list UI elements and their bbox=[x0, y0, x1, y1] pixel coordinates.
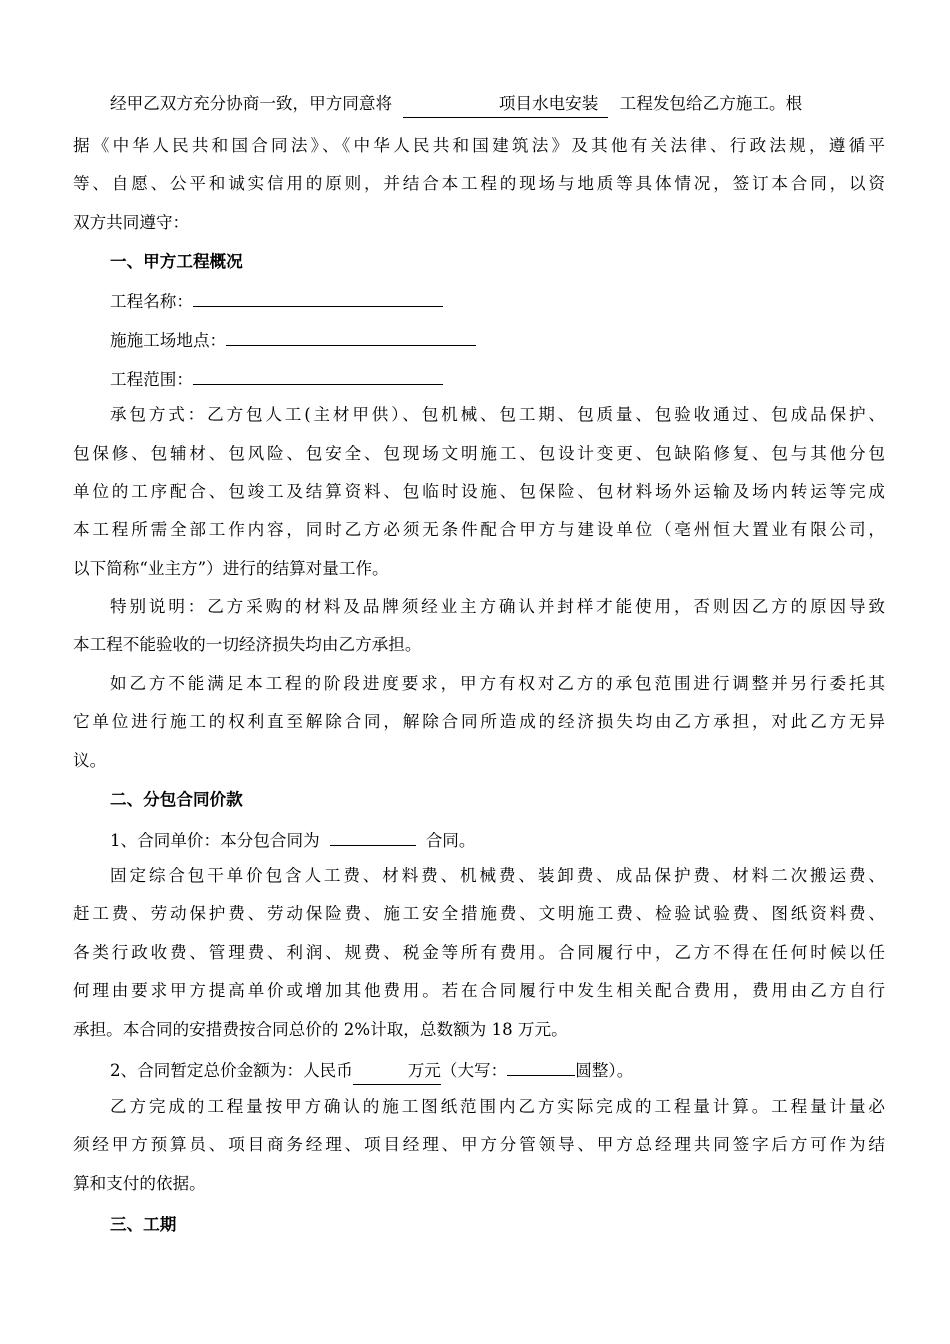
site-field bbox=[226, 326, 476, 346]
fixed-price-line-4: 何理由要求甲方提高单价或增加其他费用。若在合同履行中发生相关配合费用，费用由乙方自行 bbox=[73, 981, 885, 1000]
fixed-price-line-1: 固定综合包干单价包含人工费、材料费、机械费、装卸费、成品保护费、材料二次搬运费、 bbox=[110, 866, 885, 885]
contract-mode-line-1: 承包方式：乙方包人工(主材甲供）、包机械、包工期、包质量、包验收通过、包成品保护、 bbox=[110, 405, 885, 424]
total-price-capital-field bbox=[507, 1056, 575, 1076]
project-name-row bbox=[110, 287, 885, 314]
project-name-field bbox=[193, 287, 443, 307]
adjust-note-line-1: 如乙方不能满足本工程的阶段进度要求，甲方有权对乙方的承包范围进行调整并另行委托其 bbox=[110, 674, 885, 693]
unit-price-suffix: 合同。 bbox=[425, 831, 476, 850]
contract-mode-line-2: 包保修、包辅材、包风险、包安全、包现场文明施工、包设计变更、包缺陷修复、包与其他分包 bbox=[73, 444, 885, 463]
quantity-line-3: 算和支付的依据。 bbox=[73, 1174, 206, 1193]
total-price-label: 2、合同暂定总价金额为：人民币 bbox=[110, 1061, 353, 1080]
site-row bbox=[110, 326, 885, 353]
section-2-heading: 二、分包合同价款 bbox=[110, 789, 243, 809]
scope-row bbox=[110, 365, 885, 392]
special-note-line-2: 本工程不能验收的一切经济损失均由乙方承担。 bbox=[73, 635, 422, 654]
fixed-price-line-2: 赶工费、劳动保护费、劳动保险费、施工安全措施费、文明施工费、检验试验费、图纸资料费、 bbox=[73, 904, 885, 923]
project-name-value: 项目水电安装 bbox=[498, 94, 599, 113]
project-name-label: 工程名称： bbox=[110, 292, 193, 311]
total-price-suffix: 圆整）。 bbox=[575, 1061, 634, 1080]
intro-line-3: 等、自愿、公平和诚实信用的原则，并结合本工程的现场与地质等具体情况，签订本合同，以资 bbox=[73, 174, 885, 193]
scope-field bbox=[193, 365, 443, 385]
intro-line-1 bbox=[110, 92, 885, 118]
total-price-blank bbox=[353, 1059, 441, 1085]
project-name-blank bbox=[403, 92, 608, 118]
intro-line-2: 据《中华人民共和国合同法》、《中华人民共和国建筑法》及其他有关法律、行政法规，遵循平 bbox=[73, 136, 885, 155]
total-price-capital-label: （大写： bbox=[440, 1061, 508, 1080]
section-1-heading: 一、甲方工程概况 bbox=[110, 251, 243, 271]
intro-line-4: 双方共同遵守： bbox=[73, 213, 190, 232]
fixed-price-line-3: 各类行政收费、管理费、利润、规费、税金等所有费用。合同履行中，乙方不得在任何时候以任 bbox=[73, 943, 885, 962]
total-price-row bbox=[110, 1056, 885, 1085]
unit-price-row bbox=[110, 826, 885, 853]
intro-text-a: 经甲乙双方充分协商一致，甲方同意将 bbox=[110, 94, 393, 113]
scope-label: 工程范围： bbox=[110, 370, 193, 389]
contract-mode-line-4: 本工程所需全部工作内容，同时乙方必须无条件配合甲方与建设单位（亳州恒大置业有限公司， bbox=[73, 520, 885, 539]
fixed-price-line-5: 承担。本合同的安措费按合同总价的 2%计取，总数额为 18 万元。 bbox=[73, 1020, 568, 1039]
adjust-note-line-2: 它单位进行施工的权利直至解除合同，解除合同所造成的经济损失均由乙方承担，对此乙方无异 bbox=[73, 712, 885, 731]
intro-text-b: 工程发包给乙方施工。根 bbox=[619, 94, 803, 113]
special-note-line-1: 特别说明：乙方采购的材料及品牌须经业主方确认并封样才能使用，否则因乙方的原因导致 bbox=[110, 597, 885, 616]
contract-mode-line-3: 单位的工序配合、包竣工及结算资料、包临时设施、包保险、包材料场外运输及场内转运等完成 bbox=[73, 482, 885, 501]
quantity-line-2: 须经甲方预算员、项目商务经理、项目经理、甲方分管领导、甲方总经理共同签字后方可作为结 bbox=[73, 1135, 885, 1154]
unit-price-field bbox=[330, 826, 416, 846]
adjust-note-line-3: 议。 bbox=[73, 751, 107, 770]
site-label: 施施工场地点： bbox=[110, 331, 227, 350]
unit-price-label: 1、合同单价：本分包合同为 bbox=[110, 831, 320, 850]
quantity-line-1: 乙方完成的工程量按甲方确认的施工图纸范围内乙方实际完成的工程量计算。工程量计量必 bbox=[110, 1097, 885, 1116]
section-3-heading: 三、工期 bbox=[110, 1214, 177, 1234]
contract-mode-line-5: 以下简称“业主方”）进行的结算对量工作。 bbox=[73, 559, 389, 578]
total-price-unit: 万元 bbox=[407, 1061, 441, 1080]
